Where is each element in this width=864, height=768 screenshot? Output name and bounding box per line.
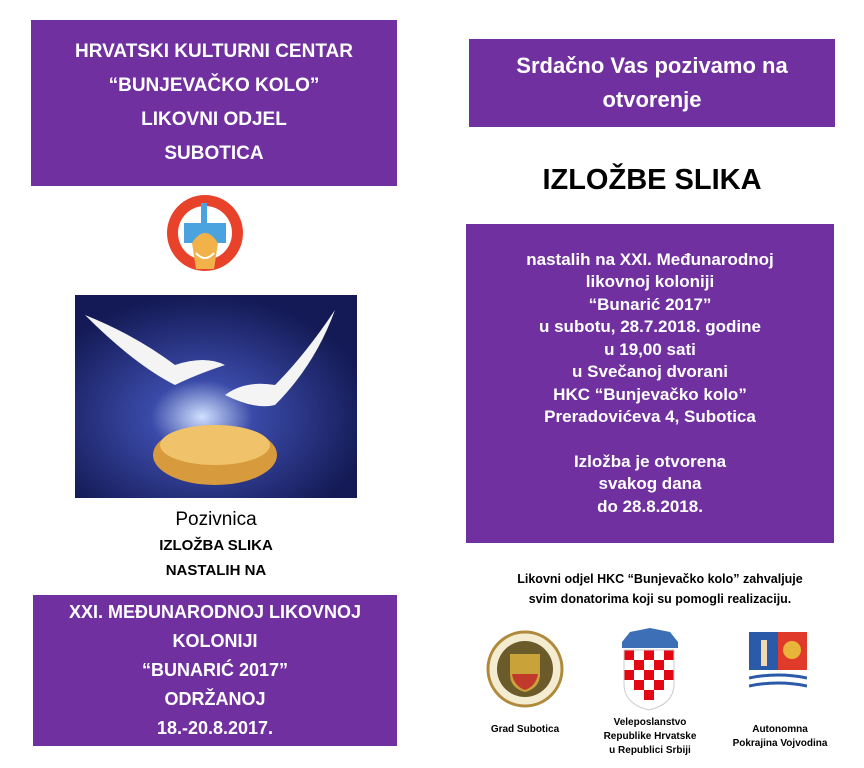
- caption-line: IZLOŽBA SLIKA: [159, 537, 273, 554]
- invitation-box: [469, 39, 835, 127]
- detail-line: u subotu, 28.7.2018. godine: [539, 317, 761, 337]
- sponsor-label-line: Autonomna: [752, 724, 808, 735]
- colony-line: XXI. MEĐUNARODNOJ LIKOVNOJ: [68, 602, 362, 622]
- croatia-coat-of-arms-icon: [620, 628, 680, 712]
- header-line: HRVATSKI KULTURNI CENTAR: [75, 41, 353, 62]
- sponsor-label-embassy: [585, 716, 715, 758]
- thanks-line: Likovni odjel HKC “Bunjevačko kolo” zahvaljuje: [517, 572, 803, 586]
- colony-line: 18.-20.8.2017.: [156, 718, 274, 738]
- sponsor-label-line: Republike Hrvatske: [603, 731, 697, 742]
- subotica-seal-icon: [486, 630, 564, 708]
- vojvodina-coat-of-arms-icon: [749, 632, 807, 704]
- header-line: LIKOVNI ODJEL: [141, 109, 287, 130]
- opening-line: Izložba je otvorena: [573, 451, 727, 471]
- invite-line: otvorenje: [602, 87, 702, 112]
- header-line: SUBOTICA: [164, 143, 264, 164]
- sponsor-label-line: u Republici Srbiji: [609, 745, 691, 756]
- header-line: “BUNJEVAČKO KOLO”: [108, 75, 320, 96]
- invitation-caption: [75, 507, 357, 583]
- colony-line: “BUNARIĆ 2017”: [141, 660, 289, 680]
- caption-line: NASTALIH NA: [165, 562, 267, 579]
- detail-line: “Bunarić 2017”: [588, 294, 712, 314]
- exhibition-details-box: [466, 224, 834, 543]
- sponsor-label-line: Grad Subotica: [490, 724, 560, 735]
- organizer-header: [31, 20, 397, 186]
- colony-line: ODRŽANOJ: [164, 689, 266, 709]
- detail-line: nastalih na XXI. Međunarodnoj: [526, 249, 774, 269]
- detail-line: Preradovićeva 4, Subotica: [544, 407, 756, 427]
- sponsor-label-subotica: [460, 723, 590, 737]
- sponsor-label-line: Pokrajina Vojvodina: [732, 738, 828, 749]
- exhibition-title: IZLOŽBE SLIKA: [542, 164, 762, 196]
- opening-line: do 28.8.2018.: [597, 496, 703, 516]
- invitation-title: Pozivnica: [175, 509, 257, 530]
- sponsor-label-vojvodina: [715, 723, 845, 751]
- detail-line: u 19,00 sati: [604, 339, 696, 359]
- detail-line: HKC “Bunjevačko kolo”: [553, 384, 747, 404]
- opening-line: svakog dana: [598, 474, 702, 494]
- sponsor-label-line: Veleposlanstvo: [613, 717, 687, 728]
- detail-line: u Svečanoj dvorani: [572, 362, 728, 382]
- painting-doves-bread: [75, 295, 357, 498]
- invite-line: Srdačno Vas pozivamo na: [516, 53, 788, 78]
- thanks-line: svim donatorima koji su pomogli realizaciju.: [528, 592, 792, 606]
- detail-line: likovnoj koloniji: [585, 272, 715, 292]
- colony-info-box: [33, 595, 397, 746]
- thanks-note: [470, 569, 850, 609]
- colony-line: KOLONIJI: [172, 631, 258, 651]
- hkc-logo: [162, 193, 248, 277]
